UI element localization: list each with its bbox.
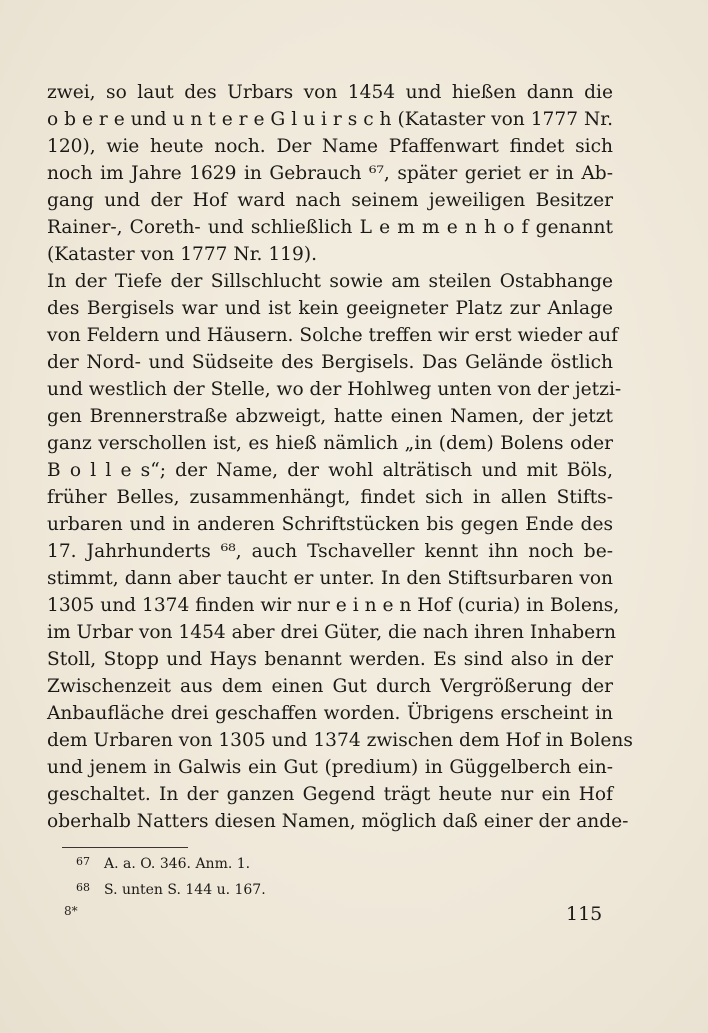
footnote: [76, 877, 476, 903]
footnotes: [76, 851, 476, 903]
signature-mark: 8*: [64, 904, 78, 918]
body-line: früher Belles, zusammenhängt, findet sich in allen Stifts-: [47, 487, 613, 508]
body-line: gang und der Hof ward nach seinem jeweiligen Besitzer: [47, 190, 613, 211]
body-line: B o l l e s“; der Name, der wohl alträtisch und mit Böls,: [47, 460, 613, 481]
footnote-separator: [62, 847, 188, 848]
footnote-text: S. unten S. 144 u. 167.: [104, 882, 266, 898]
body-line: geschaltet. In der ganzen Gegend trägt heute nur ein Hof: [47, 784, 613, 805]
footnote: [76, 851, 476, 877]
body-line: 17. Jahrhunderts ⁶⁸, auch Tschaveller kennt ihn noch be-: [47, 541, 613, 562]
body-line: Stoll, Stopp und Hays benannt werden. Es sind also in der: [47, 649, 613, 670]
body-line: In der Tiefe der Sillschlucht sowie am steilen Ostabhange: [47, 271, 613, 292]
body-line: ganz verschollen ist, es hieß nämlich „in (dem) Bolens oder: [47, 433, 613, 454]
footnote-number: 68: [76, 881, 90, 894]
body-line: im Urbar von 1454 aber drei Güter, die nach ihren Inhabern: [47, 622, 617, 643]
body-line: (Kataster von 1777 Nr. 119).: [47, 244, 318, 265]
body-line: oberhalb Natters diesen Namen, möglich daß einer der ande-: [47, 811, 629, 832]
body-line: Anbaufläche drei geschaffen worden. Übrigens erscheint in: [47, 703, 613, 724]
body-line: des Bergisels war und ist kein geeigneter Platz zur Anlage: [47, 298, 613, 319]
body-line: von Feldern und Häusern. Solche treffen wir erst wieder auf: [47, 325, 619, 346]
body-line: und westlich der Stelle, wo der Hohlweg unten von der jetzi-: [47, 379, 622, 400]
body-line: 120), wie heute noch. Der Name Pfaffenwart findet sich: [47, 136, 613, 157]
footnote-number: 67: [76, 855, 90, 868]
body-line: zwei, so laut des Urbars von 1454 und hießen dann die: [47, 82, 613, 103]
body-line: dem Urbaren von 1305 und 1374 zwischen dem Hof in Bolens: [47, 730, 633, 751]
body-line: und jenem in Galwis ein Gut (predium) in Güggelberch ein-: [47, 757, 613, 778]
body-line: Zwischenzeit aus dem einen Gut durch Vergrößerung der: [47, 676, 613, 697]
body-line: gen Brennerstraße abzweigt, hatte einen Namen, der jetzt: [47, 406, 613, 427]
body-line: o b e r e und u n t e r e G l u i r s c h (Kataster von 1777 Nr.: [47, 109, 613, 130]
body-line: urbaren und in anderen Schriftstücken bis gegen Ende des: [47, 514, 613, 535]
body-text: [47, 79, 633, 835]
body-line: 1305 und 1374 finden wir nur e i n e n Hof (curia) in Bolens,: [47, 595, 620, 616]
footnote-text: A. a. O. 346. Anm. 1.: [104, 856, 251, 872]
body-line: noch im Jahre 1629 in Gebrauch ⁶⁷, später geriet er in Ab-: [47, 163, 613, 184]
body-line: stimmt, dann aber taucht er unter. In den Stiftsurbaren von: [47, 568, 613, 589]
body-line: Rainer-, Coreth- und schließlich L e m m e n h o f genannt: [47, 217, 613, 238]
page-number: 115: [566, 903, 603, 925]
body-line: der Nord- und Südseite des Bergisels. Das Gelände östlich: [47, 352, 613, 373]
